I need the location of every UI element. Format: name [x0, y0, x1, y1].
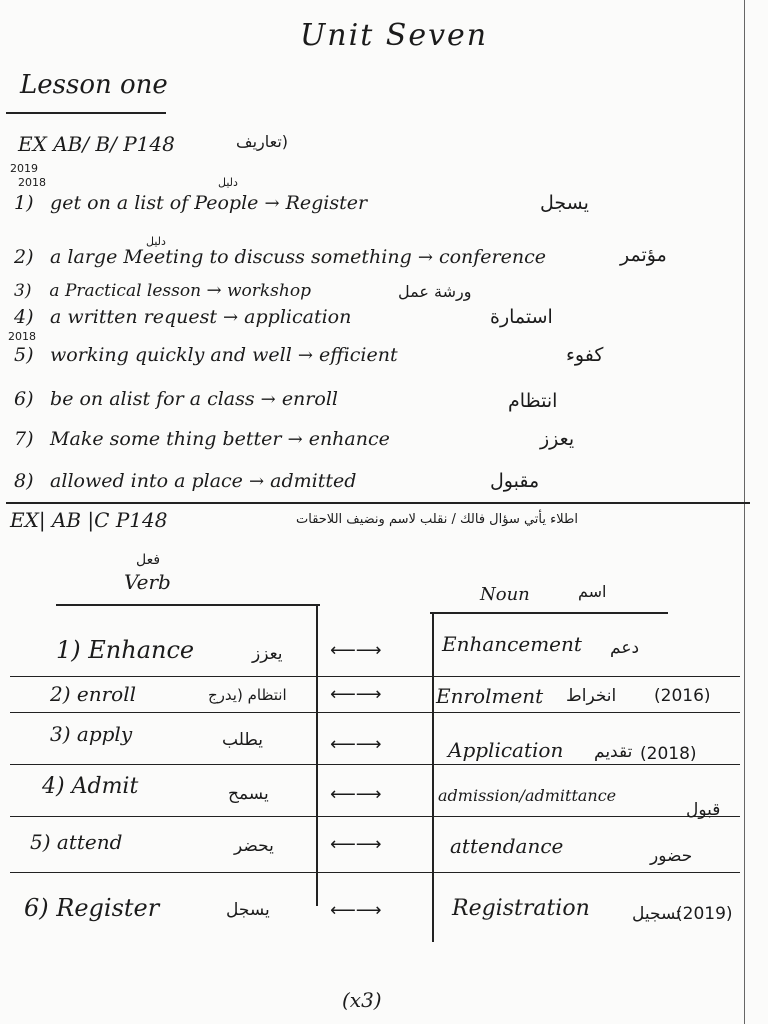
item-number: 8) [14, 470, 34, 492]
arrow-icon: → [287, 429, 303, 450]
margin-note: دليل [146, 235, 166, 248]
year-note: 2018 [8, 330, 36, 343]
verb-arabic: يحضر [234, 836, 274, 856]
vocab-word: workshop [226, 281, 311, 301]
table-row [24, 894, 159, 922]
double-arrow-icon: ⟵⟶ [330, 900, 382, 921]
year-note: (2019) [676, 904, 733, 924]
double-arrow-icon: ⟵⟶ [330, 640, 382, 661]
verb-arabic: يسجل [226, 900, 270, 920]
noun-cell: Enrolment [436, 684, 544, 708]
verb-arabic: يطلب [222, 730, 263, 750]
noun-arabic: تقديم [594, 742, 633, 762]
exercise-one-note: (تعاريف [236, 132, 289, 151]
vocab-word: efficient [318, 344, 398, 366]
noun-cell: Registration [452, 896, 590, 921]
item-number: 2) [14, 246, 34, 268]
row-number: 3) [50, 722, 71, 746]
arabic-gloss: ورشة عمل [398, 282, 472, 301]
item-number: 3) [14, 281, 32, 301]
year-note: (2018) [640, 744, 697, 764]
year-note: 2018 [18, 176, 46, 189]
definition-text: be on alist for a class [50, 388, 255, 410]
table-row [56, 636, 194, 664]
list-item [14, 246, 546, 268]
lesson-underline [6, 112, 166, 114]
verb-cell: apply [76, 722, 133, 746]
arrow-icon: → [248, 471, 265, 492]
arabic-gloss: استمارة [490, 306, 553, 328]
verb-cell: Admit [71, 774, 139, 799]
definition-text: a large Meeting to discuss something [50, 246, 412, 268]
table-row [50, 682, 136, 706]
definition-text: a written request [50, 306, 217, 328]
vocab-word: application [244, 306, 352, 328]
double-arrow-icon: ⟵⟶ [330, 834, 382, 855]
noun-cell: Enhancement [442, 632, 582, 656]
row-number: 5) [30, 830, 51, 854]
list-item [14, 192, 367, 214]
row-number: 4) [42, 774, 65, 799]
vocab-word: enroll [281, 388, 338, 410]
page-title: Unit Seven [300, 18, 489, 53]
year-note: 2019 [10, 162, 38, 175]
arabic-gloss: مؤتمر [620, 244, 667, 266]
noun-cell: Application [448, 738, 564, 762]
definition-text: allowed into a place [50, 470, 243, 492]
row-number: 1) [56, 636, 81, 664]
noun-cell: attendance [450, 834, 564, 858]
verb-arabic: يعزز [252, 644, 283, 664]
arabic-gloss: يسجل [540, 192, 589, 214]
table-row [50, 722, 132, 746]
vocab-word: Register [285, 192, 368, 214]
double-arrow-icon: ⟵⟶ [330, 784, 382, 805]
verb-arabic: يسمح [228, 784, 269, 804]
list-item [14, 280, 311, 301]
table-row [42, 774, 138, 799]
noun-arabic: انخراط [566, 686, 617, 706]
noun-header-arabic: اسم [578, 582, 607, 601]
verb-cell: Register [56, 894, 160, 922]
arrow-icon: → [260, 389, 276, 410]
definition-text: Make some thing better [50, 428, 282, 450]
item-number: 1) [14, 192, 34, 214]
verb-cell: Enhance [88, 636, 195, 664]
section-divider [6, 502, 750, 504]
arrow-icon: → [264, 193, 280, 214]
vocab-word: enhance [308, 428, 390, 450]
verb-header-arabic: فعل [136, 552, 161, 568]
noun-arabic: حضور [650, 846, 693, 866]
item-number: 5) [14, 344, 34, 366]
year-note: (2016) [654, 686, 711, 706]
arrow-icon: → [297, 345, 313, 366]
list-item [14, 428, 390, 450]
item-number: 6) [14, 388, 34, 410]
noun-arabic: قبول [686, 800, 721, 820]
verb-arabic: انتظام (يدرج [208, 686, 287, 704]
arabic-gloss: مقبول [490, 470, 540, 492]
noun-arabic: تسجيل [632, 904, 681, 924]
double-arrow-icon: ⟵⟶ [330, 684, 382, 705]
vocab-word: admitted [270, 470, 357, 492]
exercise-two-label: EX| AB |C P148 [10, 508, 168, 532]
arrow-icon: → [223, 307, 239, 328]
exercise-one-label: EX AB/ B/ P148 [18, 132, 175, 156]
noun-header: Noun [480, 584, 530, 605]
arabic-gloss: يعزز [540, 428, 575, 450]
list-item [14, 344, 398, 366]
arabic-gloss: انتظام [508, 390, 558, 412]
verb-cell: attend [56, 830, 123, 854]
list-item [14, 388, 338, 410]
verb-header: Verb [124, 570, 171, 594]
arrow-icon: → [417, 247, 433, 268]
double-arrow-icon: ⟵⟶ [330, 734, 382, 755]
list-item [14, 306, 351, 328]
arabic-gloss: كفوء [566, 344, 604, 366]
page-number: (x3) [342, 988, 382, 1012]
item-number: 7) [14, 428, 34, 450]
table-row [30, 830, 122, 854]
noun-cell: admission/admittance [438, 786, 617, 805]
row-number: 2) [50, 682, 71, 706]
list-item [14, 470, 356, 492]
arrow-icon: → [206, 280, 222, 301]
lesson-heading: Lesson one [20, 70, 168, 100]
definition-text: a Practical lesson [49, 281, 202, 301]
definition-text: get on a list of People [50, 192, 259, 214]
item-number: 4) [14, 306, 34, 328]
noun-arabic: دعم [610, 638, 640, 658]
row-number: 6) [24, 894, 49, 922]
margin-note: دليل [218, 176, 238, 189]
definition-text: working quickly and well [50, 344, 292, 366]
verb-cell: enroll [76, 682, 137, 706]
vocab-word: conference [438, 246, 546, 268]
exercise-two-note: اطلاء يأتي سؤال فالك / نقلب لاسم ونضيف اللاحقات [296, 512, 578, 527]
